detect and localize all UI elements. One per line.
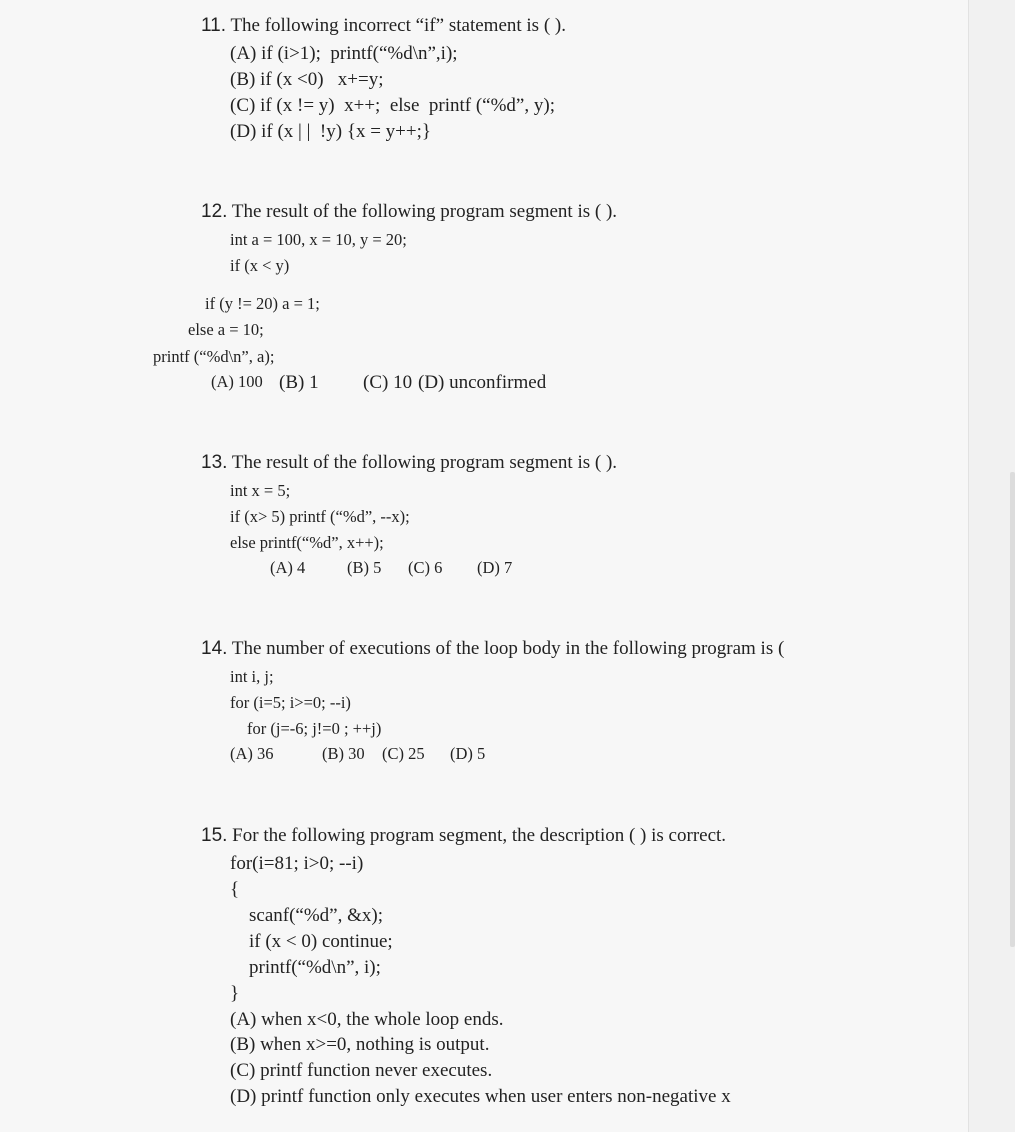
question-13-stem	[201, 453, 617, 472]
question-15-code-line: if (x < 0) continue;	[249, 931, 393, 952]
question-14-stem	[201, 639, 853, 658]
viewer-gutter	[969, 0, 1015, 1132]
question-13-code-line: if (x> 5) printf (“%d”, --x);	[230, 507, 410, 526]
question-number: 15.	[201, 825, 228, 846]
question-number: 12.	[201, 201, 228, 222]
question-number: 11.	[201, 15, 227, 36]
question-text: The number of executions of the loop body in the following program is (	[231, 639, 785, 658]
question-15-code-line: for(i=81; i>0; --i)	[230, 853, 364, 874]
question-text: The result of the following program segment is ( ).	[231, 201, 618, 222]
question-14-code-line: int i, j;	[230, 667, 274, 686]
question-11-option-c: (C) if (x != y) x++; else printf (“%d”, y);	[230, 95, 555, 116]
question-14-option-b: (B) 30	[322, 744, 365, 763]
question-number: 14.	[201, 639, 228, 658]
question-11-stem	[201, 16, 566, 35]
question-15-code-line: scanf(“%d”, &x);	[249, 905, 383, 926]
question-14-option-c: (C) 25	[382, 744, 425, 763]
question-12-option-c: (C) 10	[363, 372, 413, 393]
question-12-stem	[201, 202, 617, 221]
question-15-code-line: printf(“%d\n”, i);	[249, 957, 381, 978]
question-text: The following incorrect “if” statement is ( ).	[230, 15, 566, 36]
question-12-code-line: int a = 100, x = 10, y = 20;	[230, 230, 407, 249]
question-12-code-line: if (y != 20) a = 1;	[205, 294, 320, 313]
question-14-option-a: (A) 36	[230, 744, 274, 763]
question-13-code-line: else printf(“%d”, x++);	[230, 533, 384, 552]
question-15-code-line: {	[230, 879, 240, 900]
question-12-option-b: (B) 1	[279, 372, 319, 393]
question-12-code-line: else a = 10;	[188, 320, 264, 339]
question-11-option-a: (A) if (i>1); printf(“%d\n”,i);	[230, 43, 458, 64]
question-13-option-d: (D) 7	[477, 558, 513, 577]
question-14-option-d: (D) 5	[450, 744, 486, 763]
question-12-option-d: (D) unconfirmed	[418, 372, 547, 393]
question-number: 13.	[201, 452, 228, 473]
question-11-option-d: (D) if (x | | !y) {x = y++;}	[230, 121, 431, 142]
question-14-code-line: for (j=-6; j!=0 ; ++j)	[247, 719, 382, 738]
question-13-option-b: (B) 5	[347, 558, 382, 577]
question-14-code-line: for (i=5; i>=0; --i)	[230, 693, 351, 712]
question-11-option-b: (B) if (x <0) x+=y;	[230, 69, 384, 90]
question-15-code-line: }	[230, 983, 240, 1004]
question-12-code-line: if (x < y)	[230, 256, 290, 275]
question-15-option-c: (C) printf function never executes.	[230, 1060, 493, 1081]
question-12-option-a: (A) 100	[211, 372, 263, 391]
question-15-stem	[201, 826, 726, 845]
question-13-option-a: (A) 4	[270, 558, 306, 577]
vertical-scrollbar[interactable]	[1010, 472, 1015, 947]
question-15-option-a: (A) when x<0, the whole loop ends.	[230, 1009, 504, 1030]
question-text: For the following program segment, the description ( ) is correct.	[232, 825, 727, 846]
question-15-option-b: (B) when x>=0, nothing is output.	[230, 1034, 490, 1055]
question-text: The result of the following program segment is ( ).	[231, 452, 618, 473]
question-13-option-c: (C) 6	[408, 558, 443, 577]
question-12-code-line: printf (“%d\n”, a);	[153, 347, 275, 366]
question-13-code-line: int x = 5;	[230, 481, 291, 500]
question-15-option-d: (D) printf function only executes when user enters non-negative x	[230, 1086, 731, 1107]
